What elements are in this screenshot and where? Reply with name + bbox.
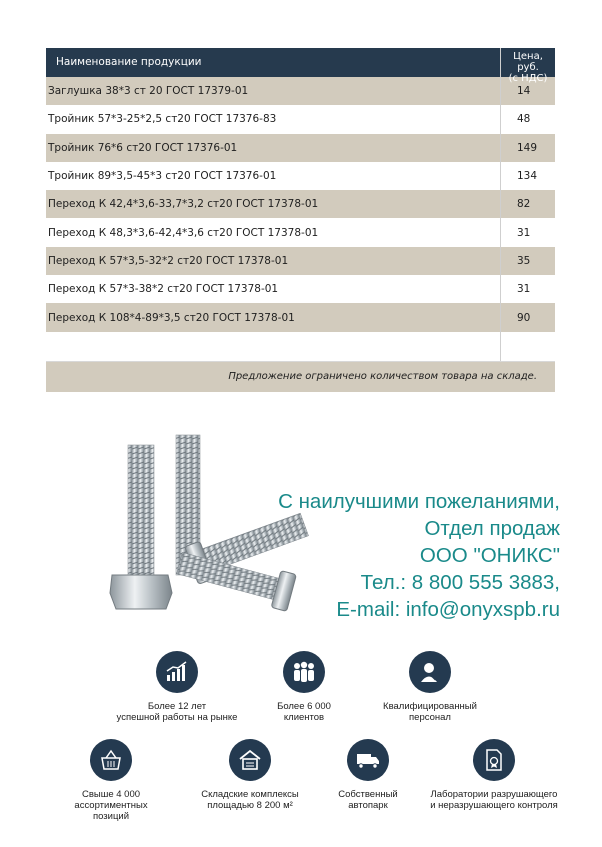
contact-phone[interactable]: Тел.: 8 800 555 3883, [360, 571, 560, 594]
table-row [46, 134, 555, 162]
row-price: 82 [500, 190, 555, 218]
header-name: Наименование продукции [56, 56, 202, 68]
row-name: Тройник 89*3,5-45*3 ст20 ГОСТ 17376-01 [48, 170, 277, 183]
row-price: 14 [500, 77, 555, 105]
row-name: Заглушка 38*3 ст 20 ГОСТ 17379-01 [48, 85, 249, 98]
feature-warehouse: Складские комплексы площадью 8 200 м² [195, 739, 305, 811]
table-row [46, 77, 555, 105]
table-row [46, 218, 555, 246]
feature-laboratories: Лаборатории разрушающего и неразрушающего контроля [424, 739, 564, 811]
row-name: Переход К 57*3,5-32*2 ст20 ГОСТ 17378-01 [48, 254, 289, 267]
row-name: Переход К 57*3-38*2 ст20 ГОСТ 17378-01 [48, 283, 279, 296]
specialist-icon [409, 651, 451, 693]
growth-chart-icon [156, 651, 198, 693]
row-price: 149 [500, 134, 555, 162]
people-icon [283, 651, 325, 693]
feature-personnel: Квалифицированный персонал [370, 651, 490, 723]
basket-icon [90, 739, 132, 781]
row-name: Переход К 108*4-89*3,5 ст20 ГОСТ 17378-01 [48, 311, 295, 324]
contact-department: Отдел продаж [424, 517, 560, 540]
contact-company: ООО "ОНИКС" [419, 544, 560, 567]
table-header [46, 48, 555, 84]
row-price: 31 [500, 275, 555, 303]
row-price: 134 [500, 162, 555, 190]
feature-assortment: Свыше 4 000 ассортиментных позиций [46, 739, 176, 822]
row-price: 48 [500, 105, 555, 133]
row-price: 35 [500, 247, 555, 275]
feature-fleet: Собственный автопарк [323, 739, 413, 811]
feature-clients: Более 6 000 клиентов [259, 651, 349, 723]
row-name: Тройник 76*6 ст20 ГОСТ 17376-01 [48, 141, 238, 154]
price-table [46, 48, 555, 392]
row-name: Тройник 57*3-25*2,5 ст20 ГОСТ 17376-83 [48, 113, 277, 126]
row-price: 31 [500, 218, 555, 246]
header-price: Цена, руб. (с НДС) [500, 48, 555, 77]
row-name: Переход К 48,3*3,6-42,4*3,6 ст20 ГОСТ 17378-01 [48, 226, 319, 239]
certificate-icon [473, 739, 515, 781]
row-name: Переход К 42,4*3,6-33,7*3,2 ст20 ГОСТ 17378-01 [48, 198, 319, 211]
warehouse-icon [229, 739, 271, 781]
feature-experience: Более 12 лет успешной работы на рынке [112, 651, 242, 723]
table-row [46, 275, 555, 303]
table-row [46, 190, 555, 218]
table-row [46, 303, 555, 331]
row-price: 90 [500, 303, 555, 331]
stock-note: Предложение ограничено количеством товара на складе. [46, 362, 555, 392]
table-row [46, 247, 555, 275]
contact-greeting: С наилучшими пожеланиями, [278, 490, 560, 513]
table-row [46, 162, 555, 190]
contact-block [278, 488, 560, 623]
truck-icon [347, 739, 389, 781]
table-row [46, 105, 555, 133]
contact-email[interactable]: E-mail: info@onyxspb.ru [336, 598, 560, 621]
table-row-empty [46, 332, 555, 362]
